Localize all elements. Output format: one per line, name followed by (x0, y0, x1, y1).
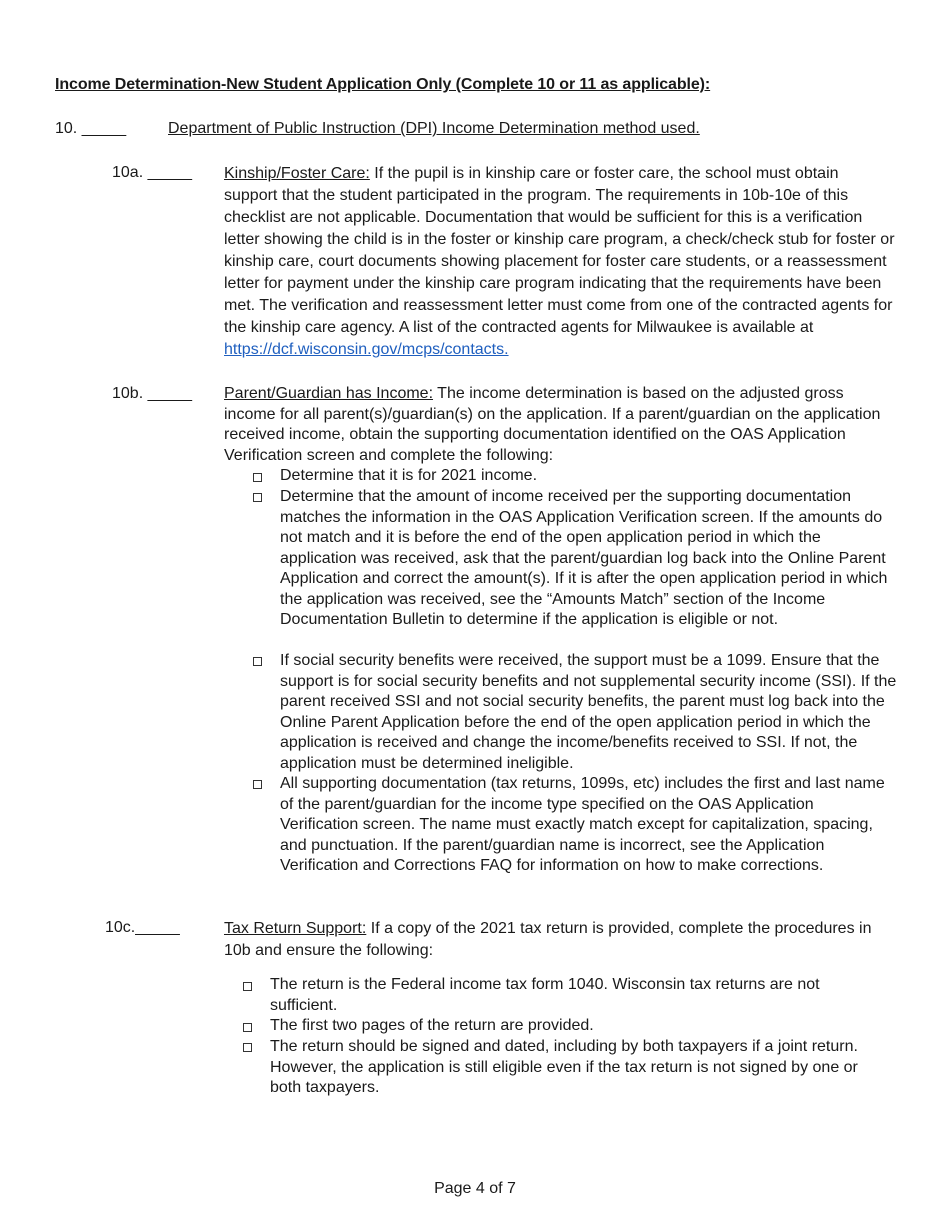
item-10b-text: The income determination is based on the adjusted gross income for all parent(s)/guardian(s) on the application. If a parent/guardian on the application received income, obtain the supporting documentation identified on the OAS Application Verification screen and complete the following: (224, 385, 881, 464)
item-10c-number: 10c._____ (105, 919, 180, 936)
item-10b-bullet: If social security benefits were received, the support must be a 1099. Ensure that the support is for social security benefits and not supplemental security income (SSI). If the parent received SSI and not social security benefits, the parent must log back into the Online Parent Application before the end of the open application period in which the application is received and change the income/benefits received to SSI. If not, the application must be determined ineligible. (280, 652, 897, 772)
checkbox-10c-3[interactable] (243, 1043, 252, 1052)
page-number: Page 4 of 7 (434, 1180, 516, 1197)
checkbox-10c-1[interactable] (243, 982, 252, 991)
item-10c-text: If a copy of the 2021 tax return is provided, complete the procedures in 10b and ensure the following: (224, 920, 872, 959)
item-10c-bullet: The first two pages of the return are provided. (270, 1017, 594, 1034)
item-10c-lead: Tax Return Support: (224, 920, 367, 937)
item-10b-bullet: All supporting documentation (tax returns, 1099s, etc) includes the first and last name of the parent/guardian for the income type specified on the OAS Application Verification screen. The name must exactly match except for capitalization, spacing, and punctuation. If the parent/guardian name is incorrect, see the Application Verification and Corrections FAQ for information on how to make corrections. (280, 775, 885, 874)
item-10a-number: 10a. _____ (112, 164, 193, 181)
item-10c-bullet: The return should be signed and dated, including by both taxpayers if a joint return. However, the application is still eligible even if the tax return is not signed by one or both taxpayers. (270, 1038, 858, 1096)
item-10b-lead: Parent/Guardian has Income: (224, 385, 434, 402)
section-heading: Income Determination-New Student Application Only (Complete 10 or 11 as applicable): (55, 76, 711, 93)
item-10c-bullet: The return is the Federal income tax form 1040. Wisconsin tax returns are not sufficient. (270, 976, 820, 1014)
item-10b-bullet: Determine that the amount of income received per the supporting documentation matches the information in the OAS Application Verification screen. If the amounts do not match and it is before the end of the open application period in which the application was received, ask that the parent/guardian log back into the Online Parent Application and correct the amount(s). If it is after the open application period in which the application was received, see the “Amounts Match” section of the Income Documentation Bulletin to determine if the application is eligible or not. (280, 488, 888, 628)
item-10b-bullet: Determine that it is for 2021 income. (280, 467, 538, 484)
checkbox-10b-1[interactable] (253, 473, 262, 482)
checkbox-10b-3[interactable] (253, 657, 262, 666)
checkbox-10b-4[interactable] (253, 780, 262, 789)
item-10b-number: 10b. _____ (112, 385, 193, 402)
item-10-number: 10. _____ (55, 120, 127, 137)
item-10c-paragraph (224, 918, 896, 962)
item-10-title: Department of Public Instruction (DPI) Income Determination method used. (168, 120, 700, 137)
checkbox-10c-2[interactable] (243, 1023, 252, 1032)
item-10b-paragraph (224, 384, 896, 466)
contacts-link[interactable]: https://dcf.wisconsin.gov/mcps/contacts. (224, 341, 509, 358)
item-10a-paragraph (224, 163, 896, 361)
item-10a-lead: Kinship/Foster Care: (224, 165, 370, 182)
item-10a-text: If the pupil is in kinship care or foster care, the school must obtain support that the student participated in the program. The requirements in 10b-10e of this checklist are not applicable. Documentation that would be sufficient for this is a verification letter showing the child is in the foster or kinship care program, a check/check stub for foster or kinship care, court documents showing placement for foster care students, or a reassessment letter for payment under the kinship care program indicating that the requirements have been met. The verification and reassessment letter must come from one of the contracted agents for the kinship care agency. A list of the contracted agents for Milwaukee is available at (224, 165, 895, 336)
checkbox-10b-2[interactable] (253, 493, 262, 502)
